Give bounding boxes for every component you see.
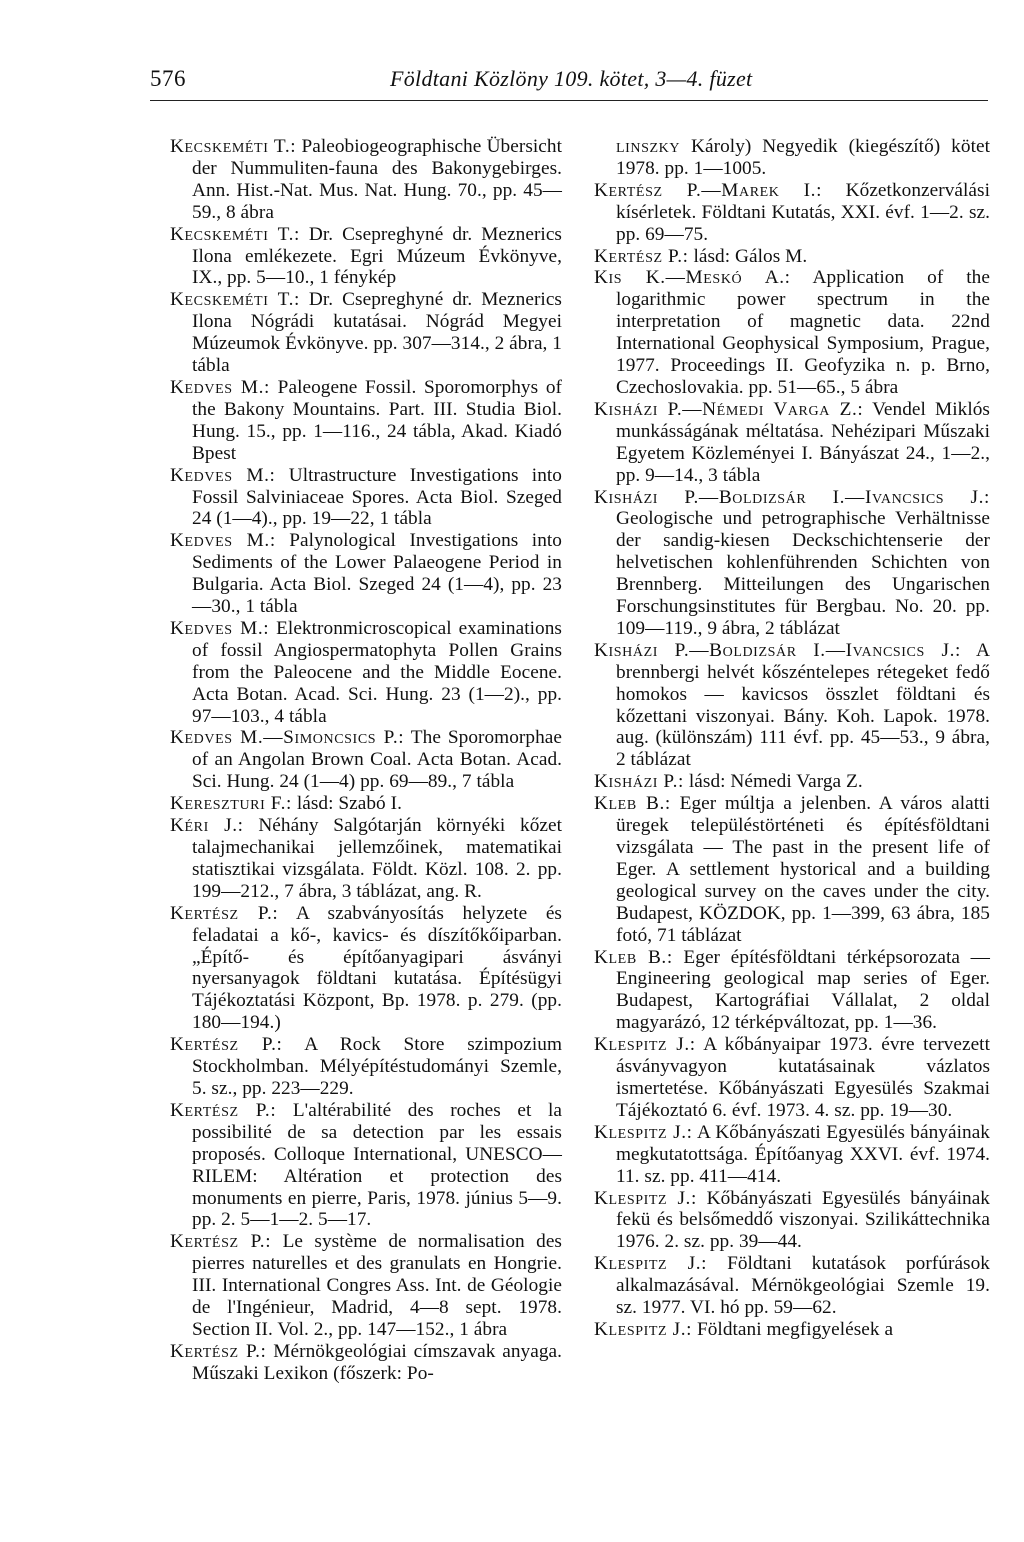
entry-author: Kleb B.: bbox=[594, 946, 673, 968]
header-rule bbox=[150, 100, 988, 101]
entry-text: Elektronmicroscopical examinations of fossil Angiospermatophyta Pollen Grains from the Paleocene and the Middle Eocene. Acta Botan. Acad. Sci. Hung. 23 (1—2)., pp. 97—103., 4 tábla bbox=[192, 617, 562, 727]
bibliography-entry bbox=[170, 465, 562, 531]
entry-author: Klespitz J.: bbox=[594, 1034, 696, 1056]
bibliography-entry bbox=[170, 815, 562, 903]
entry-author: Kecskeméti T.: bbox=[170, 289, 300, 311]
page-number: 576 bbox=[150, 66, 186, 91]
bibliography-entry bbox=[594, 1253, 990, 1319]
bibliography-entry bbox=[170, 530, 562, 618]
entry-author: Kertész P.—Marek I.: bbox=[594, 179, 823, 201]
bibliography-entry bbox=[594, 793, 990, 946]
entry-author: Kertész P.: bbox=[170, 902, 279, 924]
entry-text: Dr. Csepreghyné dr. Meznerics Ilona emlékezete. Egri Múzeum Évkönyve, IX., pp. 5—10., 1 fénykép bbox=[192, 223, 562, 289]
entry-author: Kertész P.: bbox=[594, 245, 689, 267]
bibliography-entry bbox=[594, 246, 990, 268]
entry-author: Kertész P.: bbox=[170, 1231, 272, 1253]
bibliography-entry bbox=[594, 1319, 990, 1341]
entry-text: Kőzetkonzerválási kísérletek. Földtani Kutatás, XXI. évf. 1—2. sz. pp. 69—75. bbox=[616, 179, 990, 245]
bibliography-entry bbox=[594, 1122, 990, 1188]
bibliography-entry bbox=[170, 1231, 562, 1341]
bibliography-entry bbox=[594, 1034, 990, 1122]
bibliography-entry bbox=[594, 640, 990, 771]
left-column bbox=[170, 136, 562, 1385]
entry-author: Kis K.—Meskó A.: bbox=[594, 267, 791, 289]
entry-author: Kisházi P.—Némedi Varga Z.: bbox=[594, 398, 864, 420]
entry-author: Kecskeméti T.: bbox=[170, 136, 297, 157]
entry-text: Földtani kutatások porfúrások alkalmazásával. Mérnökgeológiai Szemle 19. sz. 1977. VI. hó pp. 59—62. bbox=[616, 1253, 990, 1319]
bibliography-entry bbox=[170, 1341, 562, 1385]
running-title: Földtani Közlöny 109. kötet, 3—4. füzet bbox=[390, 66, 753, 91]
entry-author: Klespitz J.: bbox=[594, 1121, 693, 1143]
entry-author: Kedves M.—Simoncsics P.: bbox=[170, 727, 405, 749]
bibliography-entry bbox=[594, 267, 990, 398]
right-column bbox=[594, 136, 990, 1341]
entry-text: Kőbányászati Egyesülés bányáinak fekü és belsőmeddő viszonyai. Szilikáttechnika 1976. 2. sz. pp. 39—44. bbox=[616, 1187, 990, 1253]
bibliography-entry bbox=[170, 1100, 562, 1231]
entry-text: Paleobiogeographische Übersicht der Nummuliten-fauna des Bakonygebirges. Ann. Hist.-Nat. Mus. Nat. Hung. 70., pp. 45—59., 8 ábra bbox=[192, 136, 562, 223]
entry-author: Kisházi P.—Boldizsár I.—Ivancsics J.: bbox=[594, 486, 990, 508]
entry-author: Kertész P.: bbox=[170, 1034, 283, 1056]
bibliography-entry bbox=[170, 727, 562, 793]
entry-text: lásd: Szabó I. bbox=[291, 793, 402, 815]
entry-author: Kertész P.: bbox=[170, 1340, 267, 1362]
bibliography-entry bbox=[594, 180, 990, 246]
entry-author: Klespitz J.: bbox=[594, 1318, 693, 1340]
entry-text: The Sporomorphae of an Angolan Brown Coal. Acta Botan. Acad. Sci. Hung. 24 (1—4) pp. 69—89., 7 tábla bbox=[192, 727, 562, 793]
entry-text: Vendel Miklós munkásságának méltatása. Nehézipari Műszaki Egyetem Közleményei I. Bányászat 24., 1—2., pp. 9—14., 3 tábla bbox=[616, 398, 990, 486]
entry-author: Kedves M.: bbox=[170, 464, 276, 486]
bibliography-entry bbox=[170, 1034, 562, 1100]
entry-text: Palynological Investigations into Sediments of the Lower Palaeogene Period in Bulgaria. Acta Biol. Szeged 24 (1—4), pp. 23—30., 1 tábla bbox=[192, 530, 562, 618]
entry-text: Le système de normalisation des pierres naturelles et des granulats en Hongrie. III. International Congres Ass. Int. de Géologie de l'Ingénieur, Madrid, 4—8 sept. 1978. Section II. Vol. 2., pp. 147—152., 1 ábra bbox=[192, 1231, 562, 1340]
entry-text: lásd: Gálos M. bbox=[688, 245, 808, 267]
entry-text: lásd: Némedi Varga Z. bbox=[684, 771, 863, 793]
entry-text: Paleogene Fossil. Sporomorphys of the Bakony Mountains. Part. III. Studia Biol. Hung. 15., pp. 1—116., 24 tábla, Akad. Kiadó Bpest bbox=[192, 376, 562, 464]
entry-text: A Kőbányászati Egyesülés bányáinak megkutatottsága. Építőanyag XXVI. évf. 1974. 11. sz. pp. 411—414. bbox=[616, 1121, 990, 1187]
bibliography-entry bbox=[594, 947, 990, 1035]
entry-text: Károly) Negyedik (kiegészítő) kötet 1978. pp. 1—1005. bbox=[616, 136, 990, 179]
entry-author: Klespitz J.: bbox=[594, 1187, 697, 1209]
entry-text: A Rock Store szimpozium Stockholmban. Mélyépítéstudományi Szemle, 5. sz., pp. 223—229. bbox=[192, 1034, 562, 1099]
entry-text: A kőbányaipar 1973. évre tervezett ásványvagyon kutatásainak vázlatos ismertetése. Kőbányászati Egyesülés Szakmai Tájékoztató 6. évf. 1973. 4. sz. pp. 19—30. bbox=[616, 1034, 990, 1121]
entry-text: Eger múltja a jelenben. A város alatti üregek településtörténeti és építésföldtani vizsgálata — The past in the present life of Eger. A settlement hystorical and a building geological survey on the caves under the city. Budapest, KÖZDOK, pp. 1—399, 63 ábra, 185 fotó, 71 táblázat bbox=[616, 793, 990, 946]
bibliography-entry bbox=[594, 136, 990, 180]
entry-author: Kedves M.: bbox=[170, 617, 270, 639]
entry-text: Dr. Csepreghyné dr. Meznerics Ilona Nógrádi kutatásai. Nógrád Megyei Múzeumok Évkönyve. pp. 307—314., 2 ábra, 1 tábla bbox=[192, 289, 562, 377]
entry-text: Eger építésföldtani térképsorozata — Engineering geological map series of Eger. Budapest, Kartográfiai Vállalat, 2 oldal magyarázó, 12 térképváltozat, pp. 1—36. bbox=[616, 946, 991, 1034]
entry-author: Kereszturi F.: bbox=[170, 793, 292, 815]
entry-author: Kéri J.: bbox=[170, 815, 244, 837]
bibliography-entry bbox=[170, 793, 562, 815]
bibliography-entry bbox=[594, 399, 990, 487]
page-header bbox=[150, 66, 988, 106]
bibliography-entry bbox=[170, 224, 562, 290]
bibliography-entry bbox=[170, 377, 562, 465]
bibliography-entry bbox=[594, 771, 990, 793]
bibliography-entry bbox=[594, 487, 990, 640]
entry-author: Klespitz J.: bbox=[594, 1253, 708, 1275]
entry-author: Kleb B.: bbox=[594, 793, 671, 815]
entry-author: Kedves M.: bbox=[170, 530, 276, 552]
entry-text: A szabványosítás helyzete és feladatai a kő-, kavics- és díszítőkőiparban. „Építő- és építőanyagipari ásványi nyersanyagok földtani kutatása. Építésügyi Tájékoztatási Központ, Bp. 1978. p. 279. (pp. 180—194.) bbox=[192, 902, 562, 1034]
entry-author: linszky bbox=[616, 136, 681, 157]
entry-text: Geologische und petrographische Verhältnisse der sandig-kiesen Deckschichtenserie der helvetischen kohlenführenden Schichten von Brennberg. Mitteilungen des Ungarischen Forschungsinstitutes für Bergbau. No. 20. pp. 109—119., 9 ábra, 2 táblázat bbox=[616, 508, 990, 639]
entry-author: Kedves M.: bbox=[170, 376, 270, 398]
entry-author: Kisházi P.—Boldizsár I.—Ivancsics J.: bbox=[594, 639, 961, 661]
entry-author: Kertész P.: bbox=[170, 1099, 277, 1121]
entry-text: Néhány Salgótarján környéki kőzet talajmechanikai jellemzőinek, matematikai statisztikai vizsgálata. Földt. Közl. 108. 2. pp. 199—212., 7 ábra, 3 táblázat, ang. R. bbox=[192, 815, 563, 902]
entry-text: Mérnökgeológiai címszavak anyaga. Műszaki Lexikon (főszerk: Po- bbox=[192, 1340, 562, 1384]
bibliography-entry bbox=[170, 618, 562, 728]
entry-author: Kisházi P.: bbox=[594, 771, 684, 793]
entry-text: Földtani megfigyelések a bbox=[692, 1318, 894, 1340]
bibliography-entry bbox=[594, 1188, 990, 1254]
bibliography-entry bbox=[170, 289, 562, 377]
entry-text: A brennbergi helvét kőszéntelepes rétegeket fedő homokos — kavicsos összlet földtani és kőzettani viszonyai. Bány. Koh. Lapok. 1978. aug. (különszám) 111 évf. pp. 45—53., 9 ábra, 2 táblázat bbox=[616, 639, 991, 771]
entry-author: Kecskeméti T.: bbox=[170, 223, 300, 245]
bibliography-entry bbox=[170, 903, 562, 1034]
bibliography-entry bbox=[170, 136, 562, 224]
entry-text: Application of the logarithmic power spectrum in the interpretation of magnetic data. 22nd International Geophysical Symposium, Prague, 1977. Proceedings II. Geofyzika n. p. Brno, Czechoslovakia. pp. 51—65., 5 ábra bbox=[616, 267, 990, 398]
entry-text: L'altérabilité des roches et la possibilité de sa detection par les essais proposés. Colloque International, UNESCO—RILEM: Altération et protection des monuments en pierre, Paris, 1978. június 5—9. pp. 2. 5—1—2. 5—17. bbox=[192, 1099, 562, 1231]
entry-text: Ultrastructure Investigations into Fossil Salviniaceae Spores. Acta Biol. Szeged 24 (1—4)., pp. 19—22, 1 tábla bbox=[192, 464, 562, 530]
